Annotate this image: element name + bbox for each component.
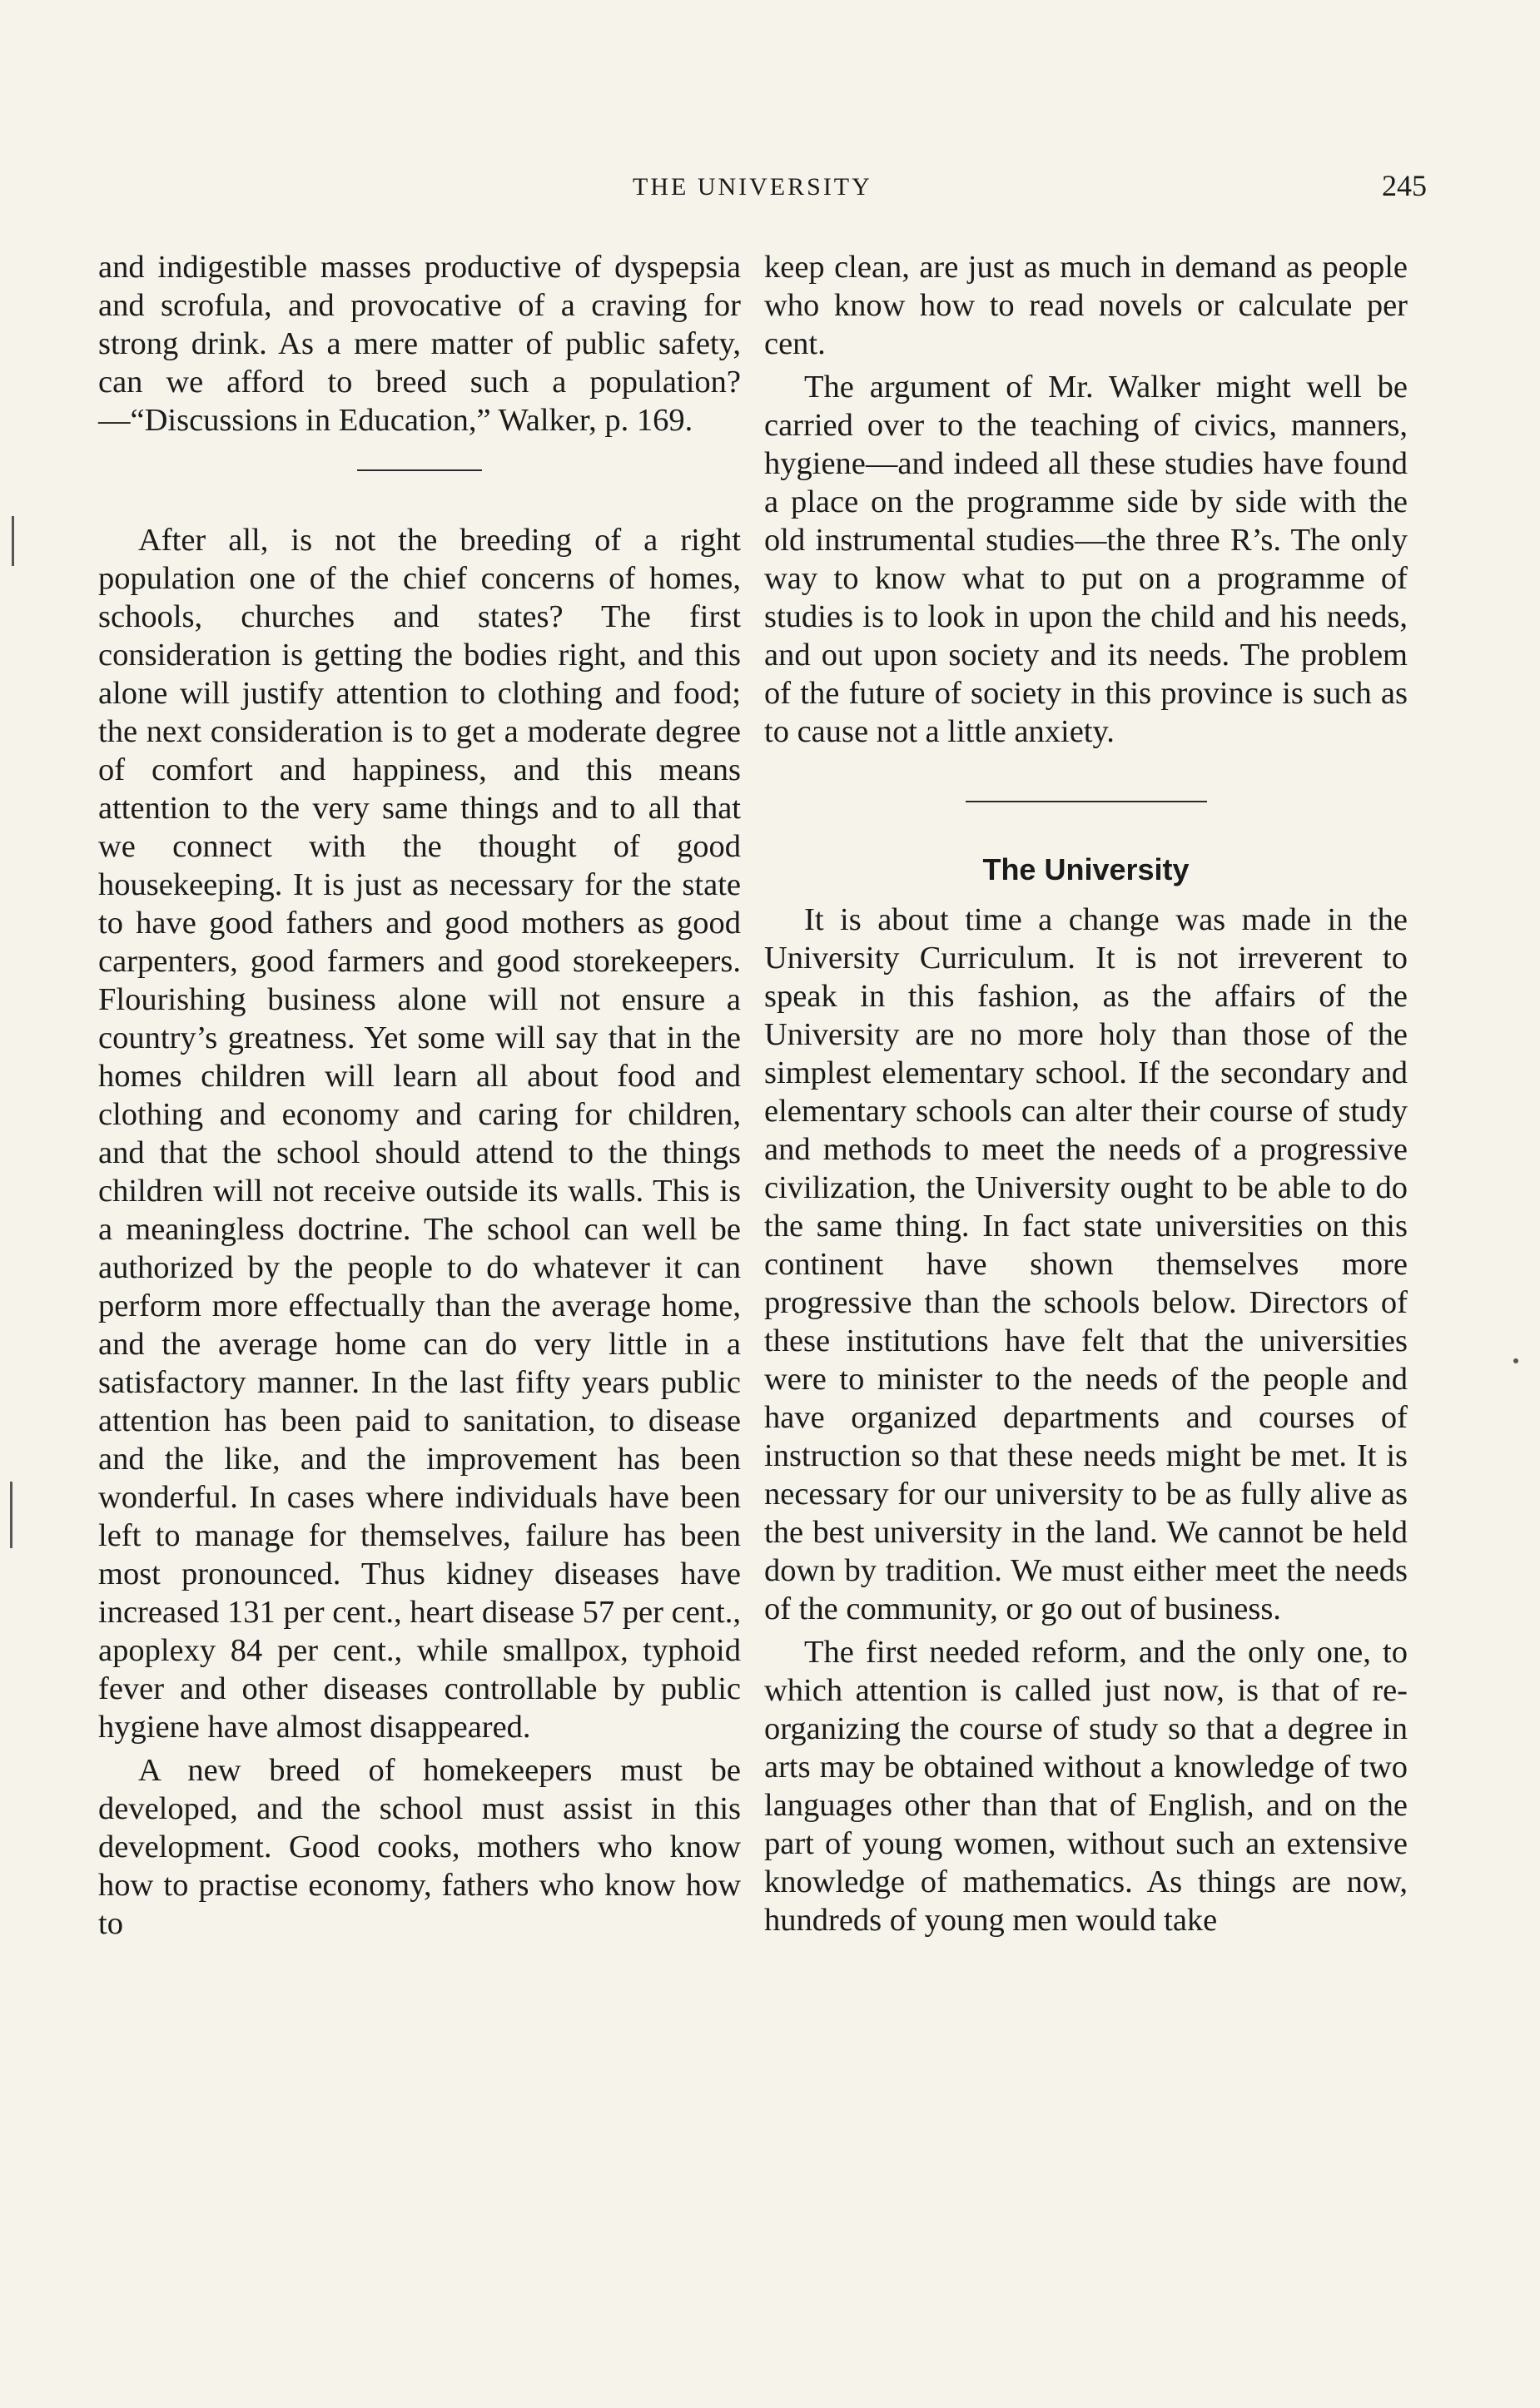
- running-title: THE UNIVERSITY: [633, 173, 872, 201]
- section-heading: The University: [982, 852, 1190, 886]
- right-paragraph-3: It is about time a change was made in the University Curriculum. It is not irreverent to speak in this fashion, as the affairs of the University are no more holy than those of the simplest elementary school. If the secondary and elementary schools can alter their course of study and methods to meet the needs of a progressive civilization, the University ought to be able to do the same thing. In fact state universities on this continent have shown themselves more progressive than the schools below. Directors of these institutions have felt that the universities were to minister to the needs of the people and have organized departments and courses of instruction so that these needs might be met. It is necessary for our university to be as fully alive as the best university in the land. We cannot be held down by tradition. We must either meet the needs of the community, or go out of business.: [764, 902, 1408, 1626]
- page-number: 245: [1382, 169, 1427, 202]
- left-paragraph-3: A new breed of homekeepers must be developed, and the school must assist in this development. Good cooks, mothers who know how to practise economy, fathers who know how to: [98, 1753, 741, 1941]
- left-paragraph-1: and indigestible masses productive of dyspepsia and scrofula, and provocative of a craving for strong drink. As a mere matter of public safety, can we afford to breed such a population?—“Discussions in Education,” Walker, p. 169.: [98, 250, 741, 438]
- section-divider: [966, 801, 1207, 802]
- right-paragraph-1: keep clean, are just as much in demand as people who know how to read novels or calculate per cent.: [764, 250, 1408, 361]
- left-paragraph-2: After all, is not the breeding of a right population one of the chief concerns of homes, schools, churches and states? The first consideration is getting the bodies right, and this alone will justify attention to clothing and food; the next consideration is to get a moderate degree of comfort and happiness, and this means attention to the very same things and to all that we connect with the thought of good housekeeping. It is just as necessary for the state to have good fathers and good mothers as good carpenters, good farmers and good storekeepers. Flourishing business alone will not ensure a country’s greatness. Yet some will say that in the homes children will learn all about food and clothing and economy and caring for children, and that the school should attend to the things children will not receive outside its walls. This is a meaningless doctrine. The school can well be authorized by the people to do whatever it can perform more effectually than the average home, and the average home can do very little in a satisfactory manner. In the last fifty years public attention has been paid to sanitation, to disease and the like, and the improvement has been wonderful. In cases where individuals have been left to manage for themselves, failure has been most pronounced. Thus kidney diseases have increased 131 per cent., heart disease 57 per cent., apoplexy 84 per cent., while smallpox, typhoid fever and other diseases controllable by public hygiene have almost disappeared.: [98, 523, 741, 1745]
- scan-margin-mark: [10, 1482, 12, 1548]
- left-column: [98, 248, 741, 1943]
- section-divider: [357, 469, 482, 471]
- scan-margin-mark: [12, 516, 14, 566]
- scan-speck: [1513, 1358, 1518, 1363]
- running-header: [0, 169, 1540, 206]
- right-paragraph-2: The argument of Mr. Walker might well be carried over to the teaching of civics, manners, hygiene—and indeed all these studies have found a place on the programme side by side with the old instrumental studies—the three R’s. The only way to know what to put on a programme of studies is to look in upon the child and his needs, and out upon society and its needs. The problem of the future of society in this province is such as to cause not a little anxiety.: [764, 370, 1408, 749]
- right-paragraph-4: The first needed reform, and the only one, to which attention is called just now, is that of re-organizing the course of study so that a degree in arts may be obtained without a knowledge of two languages other than that of English, and on the part of young women, without such an extensive knowledge of mathematics. As things are now, hundreds of young men would take: [764, 1635, 1408, 1938]
- right-column: [764, 248, 1408, 1939]
